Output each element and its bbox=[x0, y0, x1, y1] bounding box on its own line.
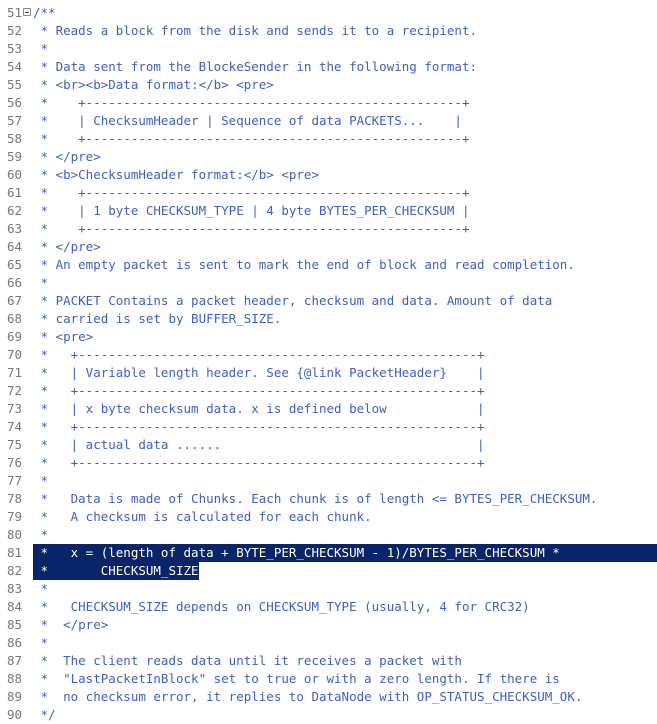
code-text[interactable]: * +-----------------------------------------------------+ bbox=[33, 347, 485, 362]
line-number: 57 bbox=[6, 113, 22, 128]
code-line[interactable] bbox=[0, 562, 657, 580]
line-number: 69 bbox=[6, 329, 22, 344]
code-text[interactable]: * Reads a block from the disk and sends it to a recipient. bbox=[33, 23, 478, 38]
code-text[interactable]: * PACKET Contains a packet header, checksum and data. Amount of data bbox=[33, 293, 553, 308]
code-text[interactable]: * <pre> bbox=[33, 329, 94, 344]
line-number: 81 bbox=[6, 545, 22, 560]
code-line[interactable] bbox=[0, 4, 657, 22]
code-text[interactable]: * | ChecksumHeader | Sequence of data PACKETS... | bbox=[33, 113, 462, 128]
code-line[interactable] bbox=[0, 112, 657, 130]
line-number: 65 bbox=[6, 257, 22, 272]
line-number: 63 bbox=[6, 221, 22, 236]
code-text[interactable]: * +-----------------------------------------------------+ bbox=[33, 383, 485, 398]
code-text[interactable]: * CHECKSUM_SIZE depends on CHECKSUM_TYPE (usually, 4 for CRC32) bbox=[33, 599, 530, 614]
code-text[interactable]: * bbox=[33, 41, 49, 56]
code-line[interactable] bbox=[0, 292, 657, 310]
code-line[interactable] bbox=[0, 148, 657, 166]
code-text[interactable]: * bbox=[33, 581, 49, 596]
line-number: 62 bbox=[6, 203, 22, 218]
code-line[interactable] bbox=[0, 418, 657, 436]
code-line[interactable] bbox=[0, 598, 657, 616]
line-number: 83 bbox=[6, 581, 22, 596]
code-text[interactable]: * +-----------------------------------------------------+ bbox=[33, 455, 485, 470]
line-number: 82 bbox=[6, 563, 22, 578]
code-text[interactable]: * An empty packet is sent to mark the end of block and read completion. bbox=[33, 257, 575, 272]
line-number: 52 bbox=[6, 23, 22, 38]
code-text[interactable]: * | Variable length header. See {@link PacketHeader} | bbox=[33, 365, 485, 380]
line-number: 89 bbox=[6, 689, 22, 704]
code-line[interactable] bbox=[0, 688, 657, 706]
code-line[interactable] bbox=[0, 454, 657, 472]
line-number: 75 bbox=[6, 437, 22, 452]
line-number: 56 bbox=[6, 95, 22, 110]
code-line[interactable] bbox=[0, 22, 657, 40]
code-text[interactable]: * Data is made of Chunks. Each chunk is of length <= BYTES_PER_CHECKSUM. bbox=[33, 491, 598, 506]
code-line[interactable] bbox=[0, 130, 657, 148]
line-number: 88 bbox=[6, 671, 22, 686]
code-text[interactable]: * A checksum is calculated for each chunk. bbox=[33, 509, 372, 524]
code-text[interactable]: /** bbox=[33, 5, 56, 20]
code-line[interactable] bbox=[0, 382, 657, 400]
code-text[interactable]: * bbox=[33, 275, 49, 290]
line-number: 51 bbox=[6, 5, 22, 20]
code-text[interactable]: * +--------------------------------------------------+ bbox=[33, 95, 470, 110]
selected-code-text[interactable]: * CHECKSUM_SIZE bbox=[33, 563, 199, 578]
code-line[interactable] bbox=[0, 310, 657, 328]
line-number: 58 bbox=[6, 131, 22, 146]
line-number: 72 bbox=[6, 383, 22, 398]
code-text[interactable]: * "LastPacketInBlock" set to true or with a zero length. If there is bbox=[33, 671, 560, 686]
code-line[interactable] bbox=[0, 436, 657, 454]
fold-collapse-icon[interactable] bbox=[23, 8, 31, 16]
code-line[interactable] bbox=[0, 526, 657, 544]
line-number: 86 bbox=[6, 635, 22, 650]
code-text[interactable]: * +--------------------------------------------------+ bbox=[33, 131, 470, 146]
line-number: 80 bbox=[6, 527, 22, 542]
line-number: 76 bbox=[6, 455, 22, 470]
code-text[interactable]: * bbox=[33, 527, 49, 542]
code-line[interactable] bbox=[0, 634, 657, 652]
code-text[interactable]: * The client reads data until it receives a packet with bbox=[33, 653, 462, 668]
code-text[interactable]: */ bbox=[33, 707, 56, 722]
code-line[interactable] bbox=[0, 472, 657, 490]
code-text[interactable]: * | 1 byte CHECKSUM_TYPE | 4 byte BYTES_PER_CHECKSUM | bbox=[33, 203, 470, 218]
selected-code-text[interactable]: * x = (length of data + BYTE_PER_CHECKSUM - 1)/BYTES_PER_CHECKSUM * bbox=[33, 544, 657, 562]
code-line[interactable] bbox=[0, 184, 657, 202]
line-number: 59 bbox=[6, 149, 22, 164]
code-line[interactable] bbox=[0, 166, 657, 184]
code-line[interactable] bbox=[0, 328, 657, 346]
line-number: 68 bbox=[6, 311, 22, 326]
code-line[interactable] bbox=[0, 256, 657, 274]
code-line[interactable] bbox=[0, 580, 657, 598]
code-line[interactable] bbox=[0, 238, 657, 256]
line-number: 55 bbox=[6, 77, 22, 92]
line-number: 70 bbox=[6, 347, 22, 362]
code-line[interactable] bbox=[0, 544, 657, 562]
code-text[interactable]: * Data sent from the BlockeSender in the following format: bbox=[33, 59, 478, 74]
code-line[interactable] bbox=[0, 58, 657, 76]
code-line[interactable] bbox=[0, 202, 657, 220]
code-text[interactable]: * </pre> bbox=[33, 149, 101, 164]
line-number: 90 bbox=[6, 707, 22, 722]
code-text[interactable]: * carried is set by BUFFER_SIZE. bbox=[33, 311, 282, 326]
code-text[interactable]: * <br><b>Data format:</b> <pre> bbox=[33, 77, 274, 92]
line-number: 74 bbox=[6, 419, 22, 434]
code-text[interactable]: * </pre> bbox=[33, 617, 109, 632]
code-line[interactable] bbox=[0, 346, 657, 364]
code-text[interactable]: * +--------------------------------------------------+ bbox=[33, 221, 470, 236]
code-text[interactable]: * +--------------------------------------------------+ bbox=[33, 185, 470, 200]
line-number: 87 bbox=[6, 653, 22, 668]
line-number: 71 bbox=[6, 365, 22, 380]
code-line[interactable] bbox=[0, 364, 657, 382]
line-number: 79 bbox=[6, 509, 22, 524]
code-text[interactable]: * <b>ChecksumHeader format:</b> <pre> bbox=[33, 167, 319, 182]
code-text[interactable]: * | actual data ...... | bbox=[33, 437, 485, 452]
line-number: 61 bbox=[6, 185, 22, 200]
code-line[interactable] bbox=[0, 616, 657, 634]
code-line[interactable] bbox=[0, 40, 657, 58]
line-number: 84 bbox=[6, 599, 22, 614]
code-line[interactable] bbox=[0, 652, 657, 670]
code-text[interactable]: * no checksum error, it replies to DataNode with OP_STATUS_CHECKSUM_OK. bbox=[33, 689, 583, 704]
line-number: 85 bbox=[6, 617, 22, 632]
line-number: 60 bbox=[6, 167, 22, 182]
line-number: 66 bbox=[6, 275, 22, 290]
code-text[interactable]: * bbox=[33, 473, 49, 488]
code-line[interactable] bbox=[0, 76, 657, 94]
line-number: 67 bbox=[6, 293, 22, 308]
code-line[interactable] bbox=[0, 670, 657, 688]
line-number: 53 bbox=[6, 41, 22, 56]
code-text[interactable]: * | x byte checksum data. x is defined below | bbox=[33, 401, 485, 416]
code-line[interactable] bbox=[0, 274, 657, 292]
code-line[interactable] bbox=[0, 400, 657, 418]
code-line[interactable] bbox=[0, 220, 657, 238]
code-line[interactable] bbox=[0, 508, 657, 526]
line-number: 54 bbox=[6, 59, 22, 74]
code-line[interactable] bbox=[0, 706, 657, 724]
code-text[interactable]: * </pre> bbox=[33, 239, 101, 254]
line-number: 77 bbox=[6, 473, 22, 488]
code-line[interactable] bbox=[0, 94, 657, 112]
code-text[interactable]: * bbox=[33, 635, 49, 650]
line-number: 73 bbox=[6, 401, 22, 416]
line-number: 64 bbox=[6, 239, 22, 254]
code-line[interactable] bbox=[0, 490, 657, 508]
code-text[interactable]: * +-----------------------------------------------------+ bbox=[33, 419, 485, 434]
line-number: 78 bbox=[6, 491, 22, 506]
